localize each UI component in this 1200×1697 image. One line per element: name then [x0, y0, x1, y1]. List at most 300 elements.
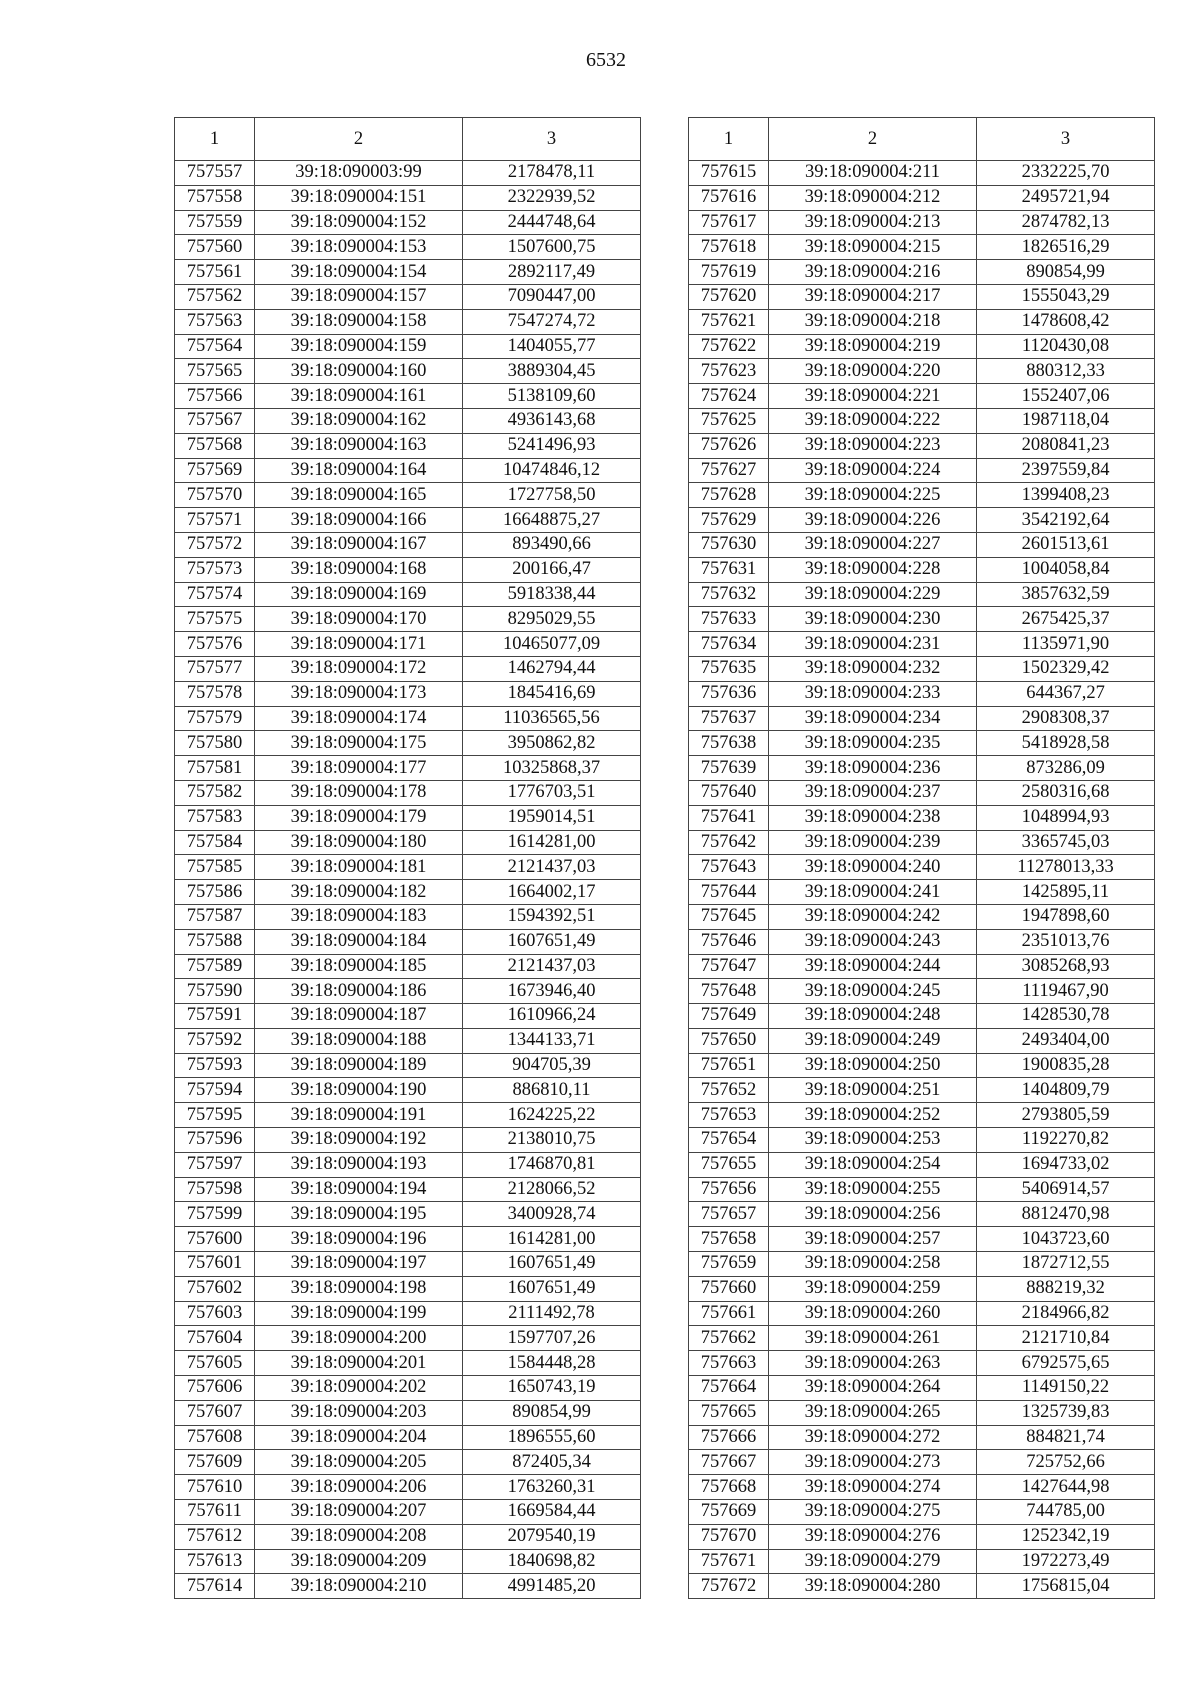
table-row — [689, 483, 1155, 508]
cell-record-number: 757617 — [689, 210, 769, 235]
cell-cadastral-number: 39:18:090004:162 — [255, 408, 463, 433]
column-header-2: 2 — [769, 118, 977, 161]
cell-cadastral-number: 39:18:090004:203 — [255, 1400, 463, 1425]
cell-cadastral-number: 39:18:090004:251 — [769, 1078, 977, 1103]
cell-cadastral-number: 39:18:090004:181 — [255, 855, 463, 880]
cell-value: 7090447,00 — [463, 284, 641, 309]
table-row — [689, 185, 1155, 210]
table-row — [175, 1276, 641, 1301]
cell-record-number: 757655 — [689, 1152, 769, 1177]
cell-record-number: 757659 — [689, 1252, 769, 1277]
cell-value: 1746870,81 — [463, 1152, 641, 1177]
cell-record-number: 757656 — [689, 1177, 769, 1202]
cell-cadastral-number: 39:18:090004:196 — [255, 1227, 463, 1252]
table-row — [689, 1351, 1155, 1376]
cell-cadastral-number: 39:18:090004:213 — [769, 210, 977, 235]
table-row — [175, 508, 641, 533]
cell-record-number: 757579 — [175, 706, 255, 731]
cell-value: 5918338,44 — [463, 582, 641, 607]
cell-cadastral-number: 39:18:090004:229 — [769, 582, 977, 607]
cell-value: 886810,11 — [463, 1078, 641, 1103]
cell-cadastral-number: 39:18:090004:175 — [255, 731, 463, 756]
cell-value: 2121710,84 — [977, 1326, 1155, 1351]
cell-value: 1404055,77 — [463, 334, 641, 359]
registry-table-right — [688, 117, 1155, 1599]
cell-record-number: 757561 — [175, 260, 255, 285]
cell-value: 1607651,49 — [463, 1252, 641, 1277]
cell-value: 873286,09 — [977, 756, 1155, 781]
cell-record-number: 757604 — [175, 1326, 255, 1351]
table-row — [689, 805, 1155, 830]
table-row — [689, 284, 1155, 309]
cell-value: 2121437,03 — [463, 954, 641, 979]
cell-record-number: 757586 — [175, 880, 255, 905]
cell-value: 4936143,68 — [463, 408, 641, 433]
cell-record-number: 757609 — [175, 1450, 255, 1475]
cell-record-number: 757571 — [175, 508, 255, 533]
cell-record-number: 757645 — [689, 904, 769, 929]
table-row — [175, 929, 641, 954]
cell-value: 2397559,84 — [977, 458, 1155, 483]
cell-cadastral-number: 39:18:090004:252 — [769, 1103, 977, 1128]
cell-cadastral-number: 39:18:090004:158 — [255, 309, 463, 334]
table-row — [175, 185, 641, 210]
cell-value: 1135971,90 — [977, 632, 1155, 657]
cell-cadastral-number: 39:18:090004:272 — [769, 1425, 977, 1450]
cell-value: 1872712,55 — [977, 1252, 1155, 1277]
cell-value: 1669584,44 — [463, 1500, 641, 1525]
cell-record-number: 757559 — [175, 210, 255, 235]
cell-record-number: 757593 — [175, 1053, 255, 1078]
cell-record-number: 757652 — [689, 1078, 769, 1103]
cell-value: 1776703,51 — [463, 780, 641, 805]
table-row — [689, 1053, 1155, 1078]
cell-record-number: 757619 — [689, 260, 769, 285]
cell-value: 1252342,19 — [977, 1524, 1155, 1549]
cell-record-number: 757558 — [175, 185, 255, 210]
cell-value: 2184966,82 — [977, 1301, 1155, 1326]
cell-cadastral-number: 39:18:090004:209 — [255, 1549, 463, 1574]
cell-cadastral-number: 39:18:090004:211 — [769, 161, 977, 186]
cell-record-number: 757590 — [175, 979, 255, 1004]
cell-cadastral-number: 39:18:090004:242 — [769, 904, 977, 929]
cell-record-number: 757572 — [175, 532, 255, 557]
table-row — [689, 1128, 1155, 1153]
cell-value: 2121437,03 — [463, 855, 641, 880]
cell-record-number: 757643 — [689, 855, 769, 880]
cell-value: 200166,47 — [463, 557, 641, 582]
table-row — [689, 632, 1155, 657]
cell-record-number: 757567 — [175, 408, 255, 433]
table-row — [175, 1326, 641, 1351]
cell-cadastral-number: 39:18:090004:180 — [255, 830, 463, 855]
cell-value: 1624225,22 — [463, 1103, 641, 1128]
cell-record-number: 757624 — [689, 384, 769, 409]
cell-record-number: 757607 — [175, 1400, 255, 1425]
cell-cadastral-number: 39:18:090004:219 — [769, 334, 977, 359]
cell-record-number: 757601 — [175, 1252, 255, 1277]
table-row — [175, 1376, 641, 1401]
table-row — [689, 929, 1155, 954]
cell-value: 16648875,27 — [463, 508, 641, 533]
cell-cadastral-number: 39:18:090004:168 — [255, 557, 463, 582]
cell-value: 1425895,11 — [977, 880, 1155, 905]
cell-cadastral-number: 39:18:090004:192 — [255, 1128, 463, 1153]
cell-record-number: 757600 — [175, 1227, 255, 1252]
table-row — [689, 904, 1155, 929]
cell-cadastral-number: 39:18:090004:200 — [255, 1326, 463, 1351]
table-row — [689, 1152, 1155, 1177]
cell-value: 1048994,93 — [977, 805, 1155, 830]
cell-record-number: 757665 — [689, 1400, 769, 1425]
cell-value: 2351013,76 — [977, 929, 1155, 954]
table-row — [175, 1524, 641, 1549]
cell-value: 1462794,44 — [463, 656, 641, 681]
cell-cadastral-number: 39:18:090004:223 — [769, 433, 977, 458]
cell-value: 3542192,64 — [977, 508, 1155, 533]
cell-record-number: 757631 — [689, 557, 769, 582]
cell-value: 5241496,93 — [463, 433, 641, 458]
cell-value: 1502329,42 — [977, 656, 1155, 681]
cell-value: 1900835,28 — [977, 1053, 1155, 1078]
cell-value: 1664002,17 — [463, 880, 641, 905]
table-row — [689, 359, 1155, 384]
cell-value: 1119467,90 — [977, 979, 1155, 1004]
cell-value: 2580316,68 — [977, 780, 1155, 805]
cell-cadastral-number: 39:18:090004:279 — [769, 1549, 977, 1574]
cell-record-number: 757620 — [689, 284, 769, 309]
cell-value: 2601513,61 — [977, 532, 1155, 557]
cell-value: 888219,32 — [977, 1276, 1155, 1301]
table-row — [689, 1475, 1155, 1500]
cell-value: 2111492,78 — [463, 1301, 641, 1326]
cell-value: 1650743,19 — [463, 1376, 641, 1401]
cell-value: 2138010,75 — [463, 1128, 641, 1153]
table-row — [175, 1177, 641, 1202]
cell-record-number: 757667 — [689, 1450, 769, 1475]
cell-cadastral-number: 39:18:090004:189 — [255, 1053, 463, 1078]
cell-cadastral-number: 39:18:090004:166 — [255, 508, 463, 533]
cell-record-number: 757649 — [689, 1004, 769, 1029]
table-row — [689, 1078, 1155, 1103]
cell-value: 890854,99 — [977, 260, 1155, 285]
table-row — [175, 1574, 641, 1599]
cell-cadastral-number: 39:18:090004:225 — [769, 483, 977, 508]
table-row — [175, 805, 641, 830]
cell-cadastral-number: 39:18:090004:215 — [769, 235, 977, 260]
cell-value: 1325739,83 — [977, 1400, 1155, 1425]
cell-record-number: 757616 — [689, 185, 769, 210]
cell-value: 884821,74 — [977, 1425, 1155, 1450]
cell-record-number: 757576 — [175, 632, 255, 657]
cell-record-number: 757648 — [689, 979, 769, 1004]
cell-record-number: 757654 — [689, 1128, 769, 1153]
cell-record-number: 757584 — [175, 830, 255, 855]
cell-record-number: 757588 — [175, 929, 255, 954]
cell-record-number: 757581 — [175, 756, 255, 781]
cell-value: 1845416,69 — [463, 681, 641, 706]
table-row — [689, 681, 1155, 706]
cell-value: 1614281,00 — [463, 1227, 641, 1252]
column-header-2: 2 — [255, 118, 463, 161]
cell-record-number: 757557 — [175, 161, 255, 186]
cell-cadastral-number: 39:18:090004:170 — [255, 607, 463, 632]
table-row — [689, 334, 1155, 359]
cell-cadastral-number: 39:18:090004:220 — [769, 359, 977, 384]
cell-cadastral-number: 39:18:090004:233 — [769, 681, 977, 706]
cell-value: 2675425,37 — [977, 607, 1155, 632]
cell-value: 1826516,29 — [977, 235, 1155, 260]
cell-cadastral-number: 39:18:090004:238 — [769, 805, 977, 830]
cell-value: 3365745,03 — [977, 830, 1155, 855]
cell-cadastral-number: 39:18:090004:182 — [255, 880, 463, 905]
cell-cadastral-number: 39:18:090004:216 — [769, 260, 977, 285]
cell-value: 872405,34 — [463, 1450, 641, 1475]
cell-record-number: 757646 — [689, 929, 769, 954]
cell-record-number: 757580 — [175, 731, 255, 756]
table-row — [175, 582, 641, 607]
cell-value: 1344133,71 — [463, 1028, 641, 1053]
table-row — [689, 508, 1155, 533]
table-row — [689, 706, 1155, 731]
cell-cadastral-number: 39:18:090004:205 — [255, 1450, 463, 1475]
table-row — [689, 210, 1155, 235]
table-row — [175, 979, 641, 1004]
cell-value: 7547274,72 — [463, 309, 641, 334]
cell-record-number: 757669 — [689, 1500, 769, 1525]
table-row — [175, 483, 641, 508]
table-row — [689, 1400, 1155, 1425]
cell-cadastral-number: 39:18:090004:169 — [255, 582, 463, 607]
cell-record-number: 757644 — [689, 880, 769, 905]
cell-cadastral-number: 39:18:090004:210 — [255, 1574, 463, 1599]
cell-value: 1614281,00 — [463, 830, 641, 855]
cell-cadastral-number: 39:18:090004:227 — [769, 532, 977, 557]
cell-record-number: 757671 — [689, 1549, 769, 1574]
cell-record-number: 757653 — [689, 1103, 769, 1128]
cell-record-number: 757615 — [689, 161, 769, 186]
cell-record-number: 757660 — [689, 1276, 769, 1301]
cell-cadastral-number: 39:18:090003:99 — [255, 161, 463, 186]
table-row — [689, 1202, 1155, 1227]
cell-record-number: 757564 — [175, 334, 255, 359]
column-header-3: 3 — [463, 118, 641, 161]
cell-cadastral-number: 39:18:090004:197 — [255, 1252, 463, 1277]
table-row — [175, 1128, 641, 1153]
cell-cadastral-number: 39:18:090004:241 — [769, 880, 977, 905]
cell-cadastral-number: 39:18:090004:193 — [255, 1152, 463, 1177]
cell-cadastral-number: 39:18:090004:260 — [769, 1301, 977, 1326]
table-row — [175, 1152, 641, 1177]
table-row — [689, 1500, 1155, 1525]
cell-value: 3085268,93 — [977, 954, 1155, 979]
cell-record-number: 757589 — [175, 954, 255, 979]
cell-record-number: 757650 — [689, 1028, 769, 1053]
cell-value: 11036565,56 — [463, 706, 641, 731]
cell-cadastral-number: 39:18:090004:160 — [255, 359, 463, 384]
cell-record-number: 757627 — [689, 458, 769, 483]
cell-value: 11278013,33 — [977, 855, 1155, 880]
table-row — [689, 260, 1155, 285]
cell-record-number: 757582 — [175, 780, 255, 805]
cell-record-number: 757570 — [175, 483, 255, 508]
table-row — [689, 1028, 1155, 1053]
table-row — [689, 582, 1155, 607]
cell-record-number: 757670 — [689, 1524, 769, 1549]
table-row — [689, 607, 1155, 632]
table-row — [175, 309, 641, 334]
cell-record-number: 757595 — [175, 1103, 255, 1128]
table-row — [175, 284, 641, 309]
cell-cadastral-number: 39:18:090004:249 — [769, 1028, 977, 1053]
cell-cadastral-number: 39:18:090004:259 — [769, 1276, 977, 1301]
cell-record-number: 757611 — [175, 1500, 255, 1525]
cell-value: 3400928,74 — [463, 1202, 641, 1227]
table-row — [689, 656, 1155, 681]
cell-record-number: 757618 — [689, 235, 769, 260]
cell-record-number: 757591 — [175, 1004, 255, 1029]
cell-value: 880312,33 — [977, 359, 1155, 384]
cell-record-number: 757662 — [689, 1326, 769, 1351]
cell-record-number: 757641 — [689, 805, 769, 830]
cell-value: 1478608,42 — [977, 309, 1155, 334]
cell-record-number: 757605 — [175, 1351, 255, 1376]
cell-cadastral-number: 39:18:090004:173 — [255, 681, 463, 706]
cell-value: 2892117,49 — [463, 260, 641, 285]
cell-cadastral-number: 39:18:090004:152 — [255, 210, 463, 235]
table-row — [175, 756, 641, 781]
cell-record-number: 757573 — [175, 557, 255, 582]
cell-value: 1840698,82 — [463, 1549, 641, 1574]
cell-value: 1673946,40 — [463, 979, 641, 1004]
cell-value: 744785,00 — [977, 1500, 1155, 1525]
table-row — [689, 954, 1155, 979]
cell-cadastral-number: 39:18:090004:154 — [255, 260, 463, 285]
table-row — [175, 1500, 641, 1525]
cell-record-number: 757574 — [175, 582, 255, 607]
cell-cadastral-number: 39:18:090004:217 — [769, 284, 977, 309]
cell-value: 10465077,09 — [463, 632, 641, 657]
table-body — [175, 161, 641, 1599]
cell-record-number: 757657 — [689, 1202, 769, 1227]
cell-record-number: 757569 — [175, 458, 255, 483]
cell-cadastral-number: 39:18:090004:201 — [255, 1351, 463, 1376]
cell-record-number: 757625 — [689, 408, 769, 433]
cell-cadastral-number: 39:18:090004:231 — [769, 632, 977, 657]
cell-value: 8295029,55 — [463, 607, 641, 632]
cell-value: 1756815,04 — [977, 1574, 1155, 1599]
cell-cadastral-number: 39:18:090004:280 — [769, 1574, 977, 1599]
cell-record-number: 757578 — [175, 681, 255, 706]
table-row — [175, 433, 641, 458]
table-row — [689, 1004, 1155, 1029]
table-row — [175, 1301, 641, 1326]
cell-value: 1694733,02 — [977, 1152, 1155, 1177]
cell-record-number: 757577 — [175, 656, 255, 681]
cell-cadastral-number: 39:18:090004:212 — [769, 185, 977, 210]
cell-value: 1399408,23 — [977, 483, 1155, 508]
table-row — [175, 1351, 641, 1376]
cell-value: 1120430,08 — [977, 334, 1155, 359]
table-row — [175, 607, 641, 632]
table-row — [689, 458, 1155, 483]
cell-record-number: 757639 — [689, 756, 769, 781]
registry-table-left — [174, 117, 641, 1599]
cell-cadastral-number: 39:18:090004:184 — [255, 929, 463, 954]
table-row — [689, 384, 1155, 409]
cell-cadastral-number: 39:18:090004:240 — [769, 855, 977, 880]
cell-cadastral-number: 39:18:090004:207 — [255, 1500, 463, 1525]
cell-cadastral-number: 39:18:090004:218 — [769, 309, 977, 334]
cell-value: 2322939,52 — [463, 185, 641, 210]
page-number: 6532 — [586, 49, 626, 71]
cell-value: 2128066,52 — [463, 1177, 641, 1202]
cell-record-number: 757585 — [175, 855, 255, 880]
table-row — [689, 1252, 1155, 1277]
table-row — [175, 1053, 641, 1078]
table-row — [175, 532, 641, 557]
table-row — [175, 780, 641, 805]
table-row — [175, 260, 641, 285]
cell-cadastral-number: 39:18:090004:222 — [769, 408, 977, 433]
table-row — [689, 309, 1155, 334]
cell-record-number: 757642 — [689, 830, 769, 855]
cell-cadastral-number: 39:18:090004:265 — [769, 1400, 977, 1425]
table-row — [175, 681, 641, 706]
cell-record-number: 757606 — [175, 1376, 255, 1401]
table-row — [175, 557, 641, 582]
column-header-3: 3 — [977, 118, 1155, 161]
cell-cadastral-number: 39:18:090004:256 — [769, 1202, 977, 1227]
cell-value: 5406914,57 — [977, 1177, 1155, 1202]
cell-value: 644367,27 — [977, 681, 1155, 706]
table-row — [689, 1450, 1155, 1475]
cell-cadastral-number: 39:18:090004:191 — [255, 1103, 463, 1128]
cell-record-number: 757565 — [175, 359, 255, 384]
table-row — [689, 1103, 1155, 1128]
cell-record-number: 757658 — [689, 1227, 769, 1252]
cell-value: 2874782,13 — [977, 210, 1155, 235]
cell-record-number: 757575 — [175, 607, 255, 632]
cell-cadastral-number: 39:18:090004:194 — [255, 1177, 463, 1202]
cell-cadastral-number: 39:18:090004:187 — [255, 1004, 463, 1029]
table-row — [689, 1276, 1155, 1301]
table-body — [689, 161, 1155, 1599]
cell-value: 1427644,98 — [977, 1475, 1155, 1500]
cell-cadastral-number: 39:18:090004:174 — [255, 706, 463, 731]
cell-record-number: 757640 — [689, 780, 769, 805]
table-row — [689, 1376, 1155, 1401]
cell-record-number: 757632 — [689, 582, 769, 607]
table-row — [689, 1301, 1155, 1326]
cell-record-number: 757628 — [689, 483, 769, 508]
cell-value: 1987118,04 — [977, 408, 1155, 433]
cell-record-number: 757637 — [689, 706, 769, 731]
cell-record-number: 757587 — [175, 904, 255, 929]
table-row — [689, 235, 1155, 260]
cell-record-number: 757608 — [175, 1425, 255, 1450]
cell-value: 3889304,45 — [463, 359, 641, 384]
cell-cadastral-number: 39:18:090004:159 — [255, 334, 463, 359]
cell-value: 725752,66 — [977, 1450, 1155, 1475]
cell-cadastral-number: 39:18:090004:198 — [255, 1276, 463, 1301]
table-row — [175, 359, 641, 384]
cell-cadastral-number: 39:18:090004:167 — [255, 532, 463, 557]
cell-cadastral-number: 39:18:090004:236 — [769, 756, 977, 781]
cell-record-number: 757596 — [175, 1128, 255, 1153]
cell-cadastral-number: 39:18:090004:254 — [769, 1152, 977, 1177]
table-row — [175, 1103, 641, 1128]
